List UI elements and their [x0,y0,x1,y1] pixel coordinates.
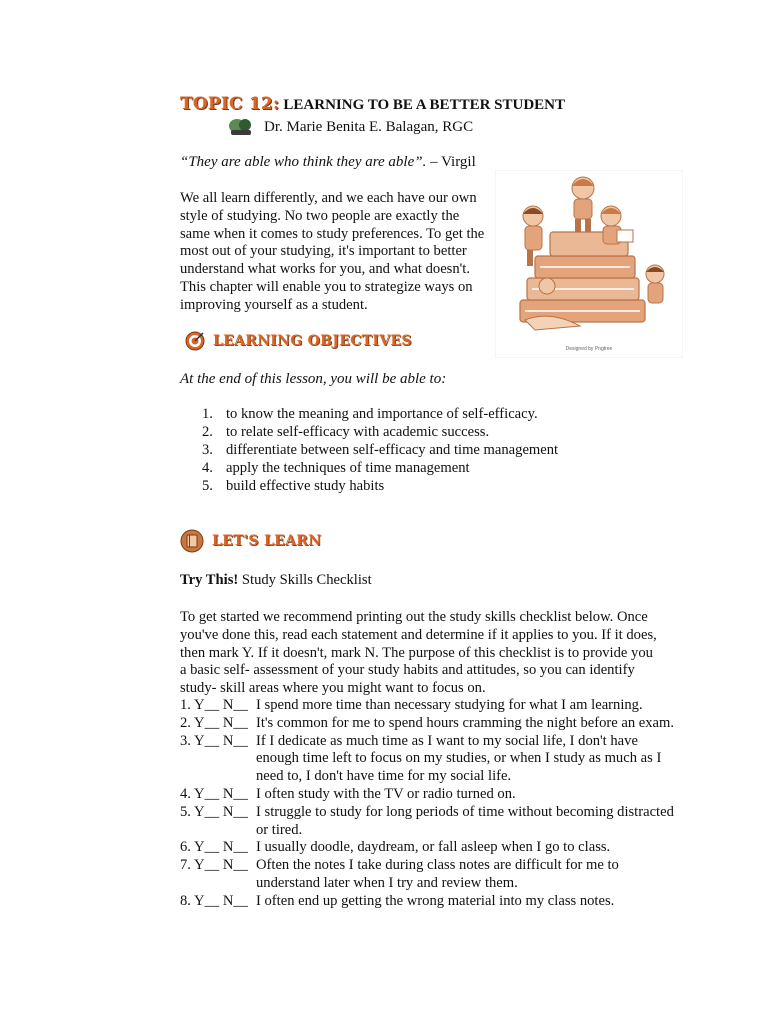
author-name: Dr. Marie Benita E. Balagan, RGC [264,118,474,135]
list-item: 2. to relate self-efficacy with academic success. [202,424,490,440]
list-item: 5. build effective study habits [202,478,385,494]
try-this-line [180,572,372,589]
list-item: 1. to know the meaning and importance of self-efficacy. [202,406,538,422]
target-icon [185,331,205,351]
topic-heading [180,94,565,114]
list-item: 1. Y__ N__ I spend more time than necessary studying for what I am learning. [180,697,643,713]
lets-learn-label: LET'S LEARN [212,533,322,549]
quote-text: “They are able who think they are able”. [180,154,427,170]
learning-objectives-label: LEARNING OBJECTIVES [213,333,412,349]
try-this-label: Try This! [180,572,239,588]
students-on-books-illustration [495,170,683,358]
list-item: 4. apply the techniques of time management [202,460,470,476]
book-icon [180,529,204,553]
list-item: 7. Y__ N__ Often the notes I take during class notes are difficult for me to understand later when I try and review them. [180,857,619,891]
quote-attribution: – Virgil [426,154,476,170]
list-item: 3. Y__ N__ If I dedicate as much time as I want to my social life, I don't have enough time left to focus on my studies, or when I study as much as I need to, I don't have time for my social life. [180,732,662,785]
illustration-credit: Designed by Pngtree [565,346,613,352]
checklist-instructions: To get started we recommend printing out the study skills checklist below. Once you've done this, read each statement and determine if it applies to you. If it does, then mark Y. If it doesn't, mark N. The purpose of this checklist is to provide you a basic self- assessment of your study habits and attitudes, so you can identify study- skill areas where you might want to focus on. [180,609,657,697]
child-figure-icon [646,265,664,303]
list-item: 6. Y__ N__ I usually doodle, daydream, or fall asleep when I go to class. [180,839,611,856]
author-line [228,117,473,137]
intro-paragraph: We all learn differently, and we each have our own style of studying. No two people are exactly the same when it comes to study preferences. To get the most out of your studying, it's important to better understand what works for you, and what doesn't. This chapter will enable you to strategize ways on improving yourself as a student. [180,190,485,313]
topic-label: TOPIC 12: [180,94,280,114]
try-this-title: Study Skills Checklist [238,572,372,588]
study-skills-checklist [180,697,680,911]
list-item: 4. Y__ N__ I often study with the TV or radio turned on. [180,785,516,802]
list-item: 3. differentiate between self-efficacy and time management [202,442,559,458]
list-item: 2. Y__ N__ It's common for me to spend hours cramming the night before an exam. [180,714,675,731]
list-item: 8. Y__ N__ I often end up getting the wrong material into my class notes. [180,892,615,909]
lets-learn-heading [180,529,321,553]
objectives-list [180,405,558,495]
objectives-intro: At the end of this lesson, you will be able to: [180,371,447,387]
author-avatar-icon [228,117,254,137]
learning-objectives-heading [185,331,412,351]
epigraph [180,154,476,171]
topic-title: LEARNING TO BE A BETTER STUDENT [283,97,566,113]
list-item: 5. Y__ N__ I struggle to study for long periods of time without becoming distracted or tired. [180,803,674,838]
